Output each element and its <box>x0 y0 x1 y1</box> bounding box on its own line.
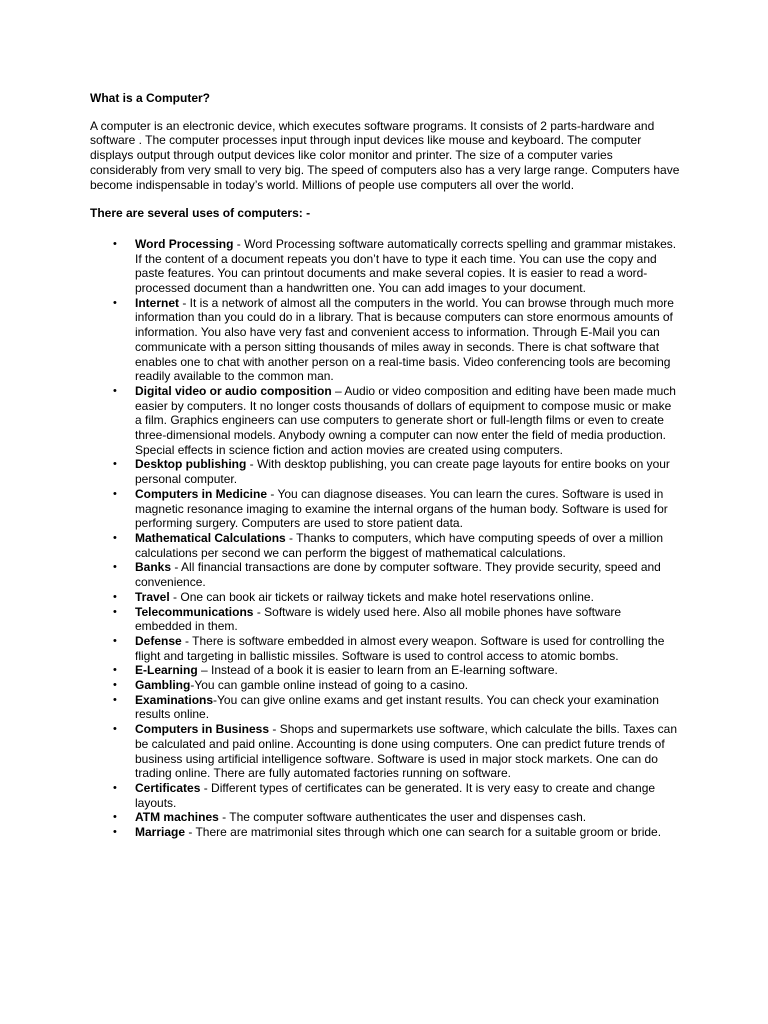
list-item <box>90 722 680 781</box>
item-text: - Shops and supermarkets use software, which calculate the bills. Taxes can be calculated and paid online. Accounting is done using computers. One can predict future trends of business using artificial intelligence software. Software is used in major stock markets. One can do trading online. There are fully automated factories running on software. <box>135 722 678 781</box>
item-term: Banks <box>135 560 172 575</box>
item-term: Travel <box>135 589 170 604</box>
item-text: - Thanks to computers, which have computing speeds of over a million calculations per second we can perform the biggest of mathematical calculations. <box>135 530 664 560</box>
item-text: -You can gamble online instead of going to a casino. <box>190 678 469 693</box>
list-item <box>90 457 680 486</box>
item-text: -You can give online exams and get instant results. You can check your examination results online. <box>135 692 659 722</box>
item-text: - Word Processing software automatically corrects spelling and grammar mistakes. If the content of a document repeats you don’t have to type it each time. You can use the copy and paste features. You can printout documents and make several copies. It is easier to read a word-processed document than a handwritten one. You can add images to your document. <box>135 236 677 296</box>
document-page <box>90 91 680 840</box>
list-item <box>90 663 680 678</box>
item-text: - With desktop publishing, you can create page layouts for entire books on your personal computer. <box>135 457 670 487</box>
list-item <box>90 590 680 605</box>
item-text: – Instead of a book it is easier to learn from an E-learning software. <box>197 663 558 678</box>
item-text: – Audio or video composition and editing have been made much easier by computers. It no longer costs thousands of dollars of equipment to compose music or make a film. Graphics engineers can use computers to generate short or full-length films or even to create three-dimensional models. Anybody owning a computer can now enter the field of media production. Special effects in science fiction and action movies are created using computers. <box>135 383 676 457</box>
bullet-icon: • <box>113 561 117 574</box>
uses-list <box>90 237 680 840</box>
item-text: - There is software embedded in almost every weapon. Software is used for controlling the flight and targeting in ballistic missiles. Software is used to control access to atomic bombs. <box>135 633 665 663</box>
item-text: - It is a network of almost all the computers in the world. You can browse through much more information than you could do in a library. That is because computers can store enormous amounts of information. You also have very fast and convenient access to information. Through E-Mail you can communicate with a person sitting thousands of miles away in seconds. There is chat software that enables one to chat with another person on a real-time basis. Video conferencing tools are becoming readily available to the common man. <box>135 295 674 384</box>
list-item <box>90 634 680 663</box>
item-term: Telecommunications <box>135 604 254 619</box>
item-term: Word Processing <box>135 236 234 251</box>
item-text: - There are matrimonial sites through which one can search for a suitable groom or bride. <box>185 825 662 840</box>
item-term: Mathematical Calculations <box>135 530 286 545</box>
list-item <box>90 678 680 693</box>
item-text: - One can book air tickets or railway tickets and make hotel reservations online. <box>169 589 594 604</box>
bullet-icon: • <box>113 237 117 250</box>
bullet-icon: • <box>113 590 117 603</box>
list-item <box>90 810 680 825</box>
item-term: Marriage <box>135 825 186 840</box>
item-text: - You can diagnose diseases. You can learn the cures. Software is used in magnetic resonance imaging to examine the internal organs of the human body. Software is used for performing surgery. Computers are used to store patient data. <box>135 486 668 531</box>
item-text: - All financial transactions are done by computer software. They provide security, speed and convenience. <box>135 560 661 590</box>
list-item <box>90 560 680 589</box>
item-text: - Different types of certificates can be generated. It is very easy to create and change layouts. <box>135 780 656 810</box>
bullet-icon: • <box>113 296 117 309</box>
intro-paragraph: A computer is an electronic device, which executes software programs. It consists of 2 parts-hardware and software . The computer processes input through input devices like mouse and keyboard. The computer displays output through output devices like color monitor and printer. The size of a computer varies considerably from very small to very big. The speed of computers also has a very large range. Computers have become indispensable in today’s world. Millions of people use computers all over the world. <box>90 118 680 192</box>
list-item <box>90 825 680 840</box>
bullet-icon: • <box>113 723 117 736</box>
list-item <box>90 384 680 458</box>
bullet-icon: • <box>113 826 117 839</box>
item-term: Internet <box>135 295 180 310</box>
bullet-icon: • <box>113 458 117 471</box>
list-item <box>90 487 680 531</box>
bullet-icon: • <box>113 384 117 397</box>
bullet-icon: • <box>113 664 117 677</box>
bullet-icon: • <box>113 811 117 824</box>
bullet-icon: • <box>113 634 117 647</box>
list-item <box>90 693 680 722</box>
item-term: Desktop publishing <box>135 457 247 472</box>
list-item <box>90 531 680 560</box>
item-text: - Software is widely used here. Also all mobile phones have software embedded in them. <box>135 604 622 634</box>
item-term: Defense <box>135 633 182 648</box>
item-term: Gambling <box>135 678 191 693</box>
page-title: What is a Computer? <box>90 91 211 105</box>
bullet-icon: • <box>113 693 117 706</box>
bullet-icon: • <box>113 531 117 544</box>
item-term: Computers in Medicine <box>135 486 268 501</box>
item-term: Computers in Business <box>135 722 270 737</box>
item-term: E-Learning <box>135 663 198 678</box>
bullet-icon: • <box>113 487 117 500</box>
item-text: - The computer software authenticates the user and dispenses cash. <box>218 810 587 825</box>
item-term: Digital video or audio composition <box>135 383 332 398</box>
bullet-icon: • <box>113 605 117 618</box>
list-item <box>90 605 680 634</box>
item-term: ATM machines <box>135 810 219 825</box>
list-item <box>90 781 680 810</box>
list-item <box>90 296 680 384</box>
bullet-icon: • <box>113 781 117 794</box>
list-item <box>90 237 680 296</box>
uses-heading: There are several uses of computers: - <box>90 206 311 221</box>
bullet-icon: • <box>113 679 117 692</box>
item-term: Examinations <box>135 692 214 707</box>
item-term: Certificates <box>135 780 201 795</box>
